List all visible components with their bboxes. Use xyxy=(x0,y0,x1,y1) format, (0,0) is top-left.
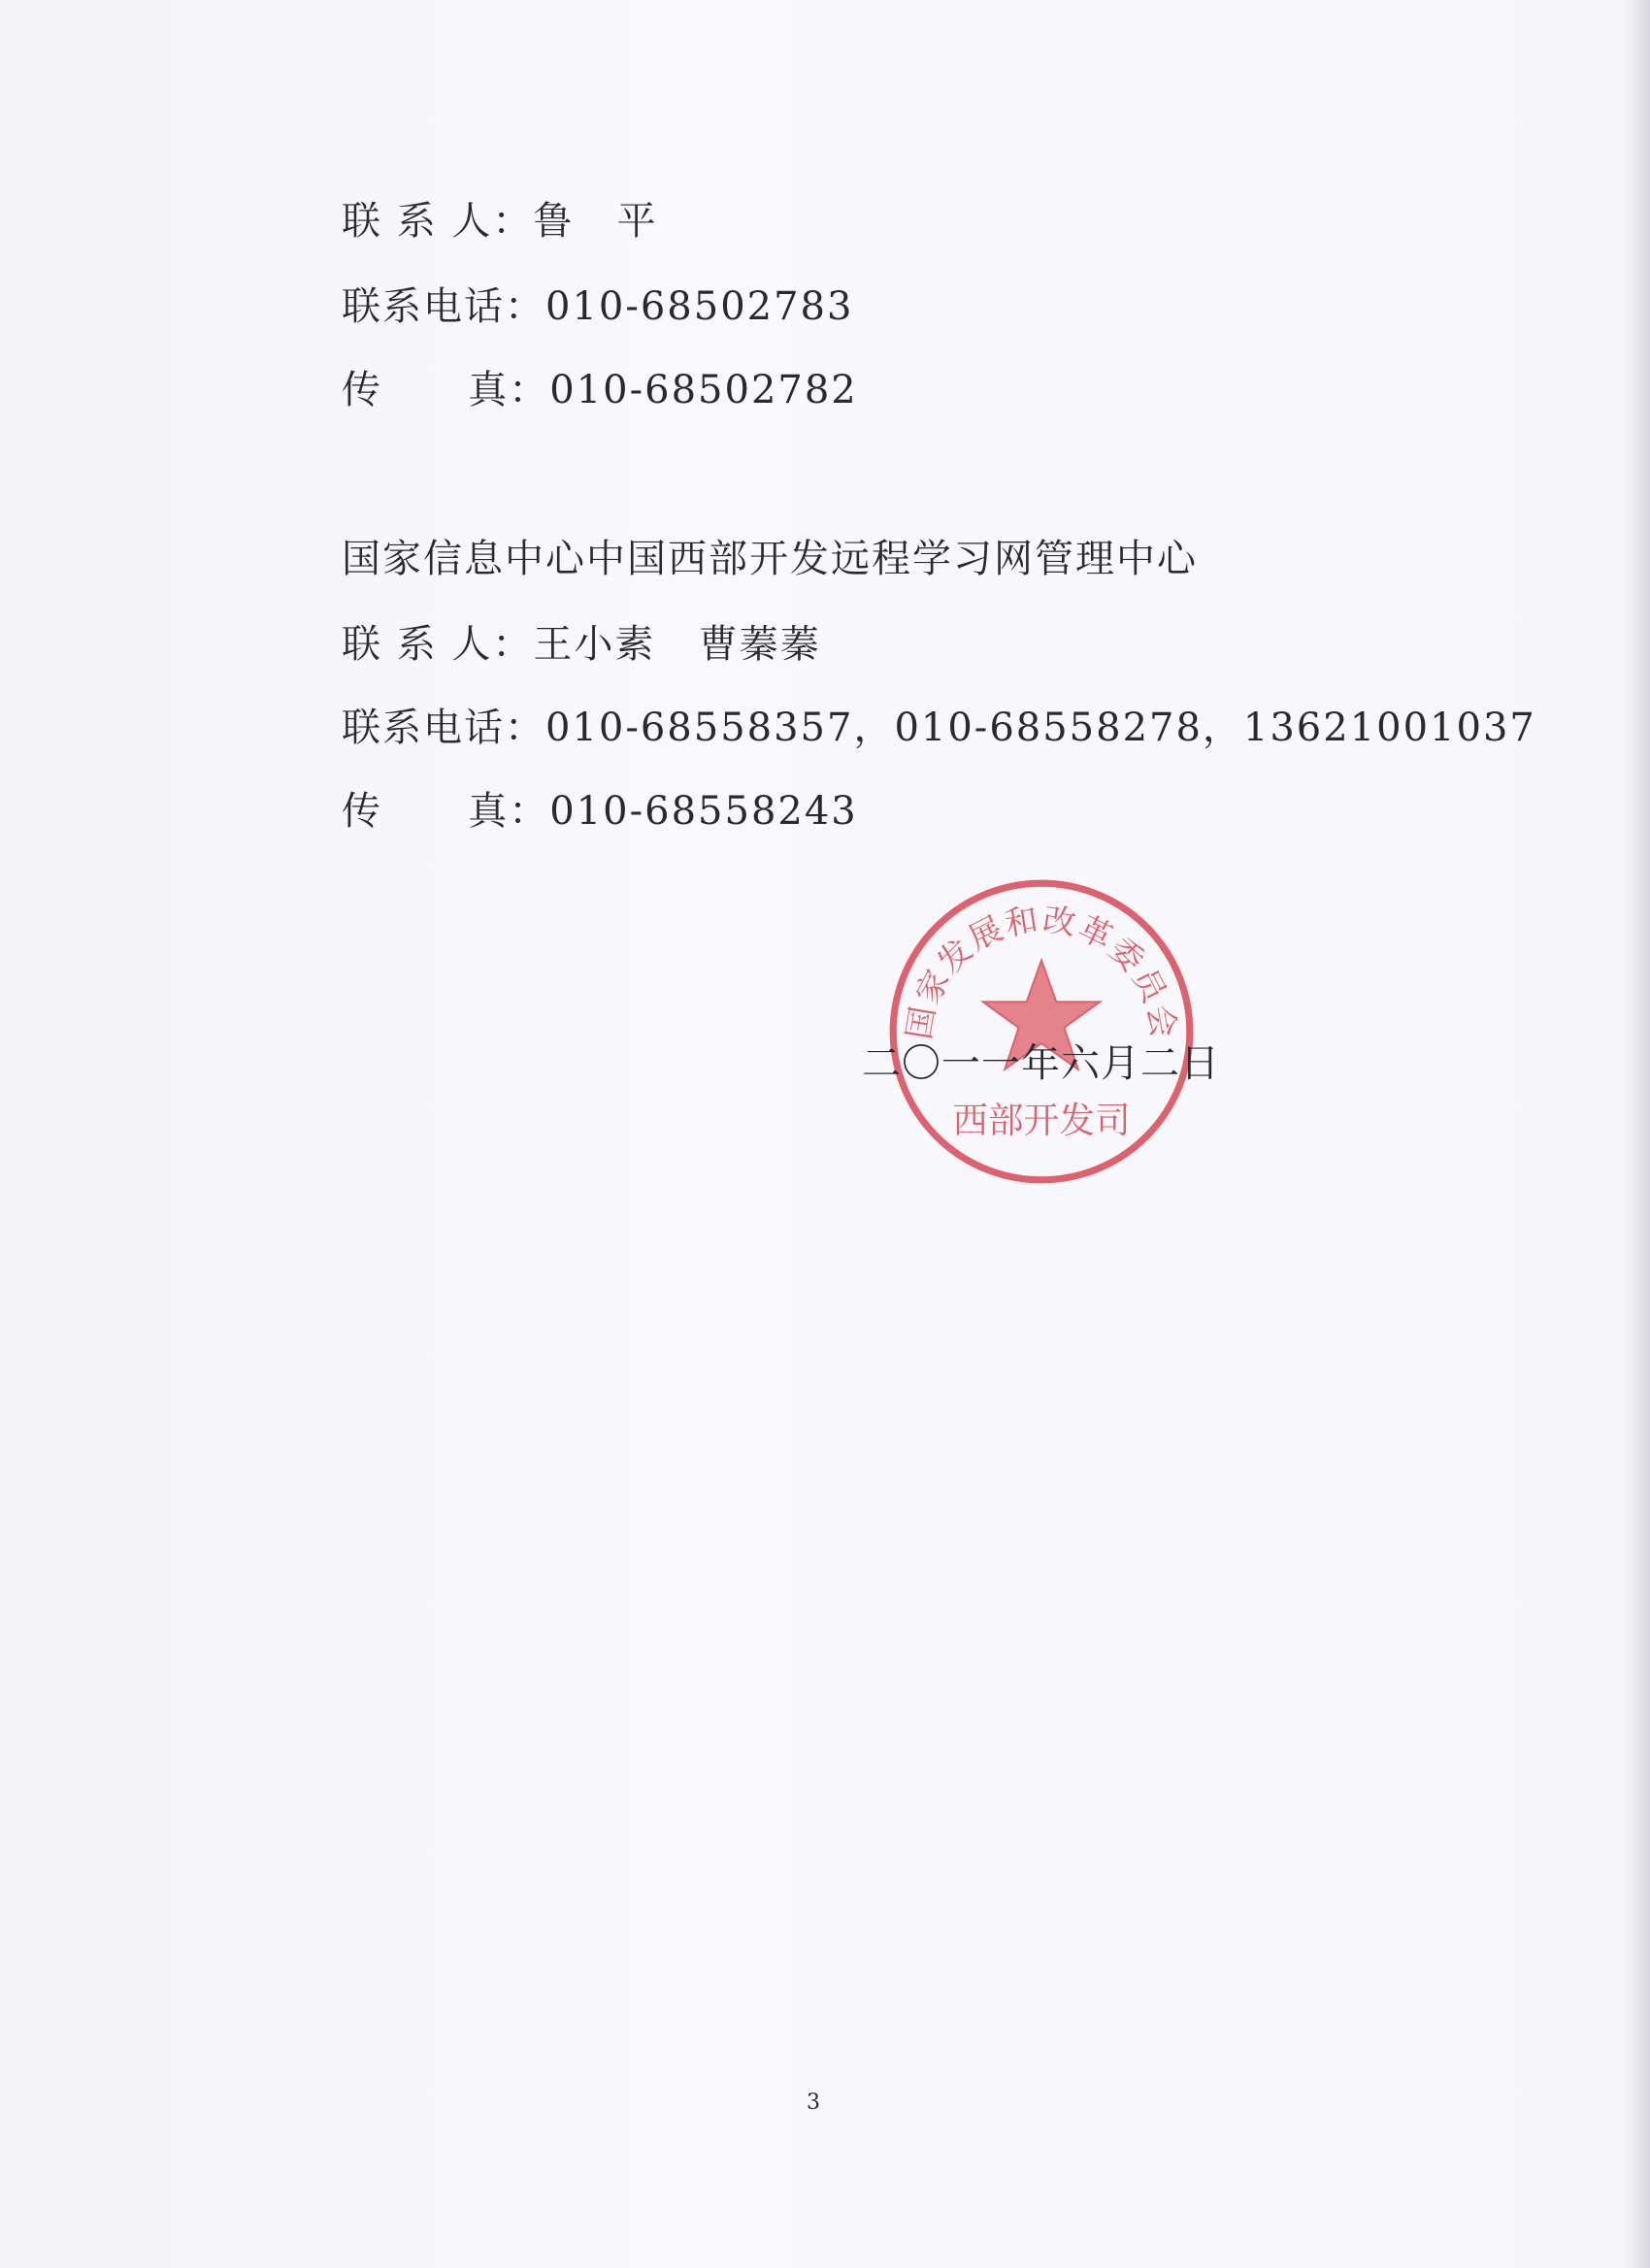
contact-phone-1: 联系电话：010-68502783 xyxy=(342,284,854,329)
contact-fax-2: 传 真：010-68558243 xyxy=(342,789,858,834)
page-number: 3 xyxy=(807,2090,820,2115)
official-seal-stamp xyxy=(883,873,1200,1190)
seal-bottom-text: 西部开发司 xyxy=(952,1099,1131,1141)
scan-edge-shadow xyxy=(1623,0,1650,2268)
contact-person-1: 联 系 人：鲁 平 xyxy=(342,199,658,244)
contact-person-2: 联 系 人：王小素 曹蓁蓁 xyxy=(342,622,821,667)
contact-phone-2: 联系电话：010-68558357，010-68558278，13621001037 xyxy=(342,706,1536,750)
contact-fax-1: 传 真：010-68502782 xyxy=(342,368,858,412)
seal-arc-text: 国家发展和改革委员会 xyxy=(899,900,1184,1042)
organization-name: 国家信息中心中国西部开发远程学习网管理中心 xyxy=(342,537,1198,581)
document-date: 二〇一一年六月二日 xyxy=(862,1041,1220,1086)
